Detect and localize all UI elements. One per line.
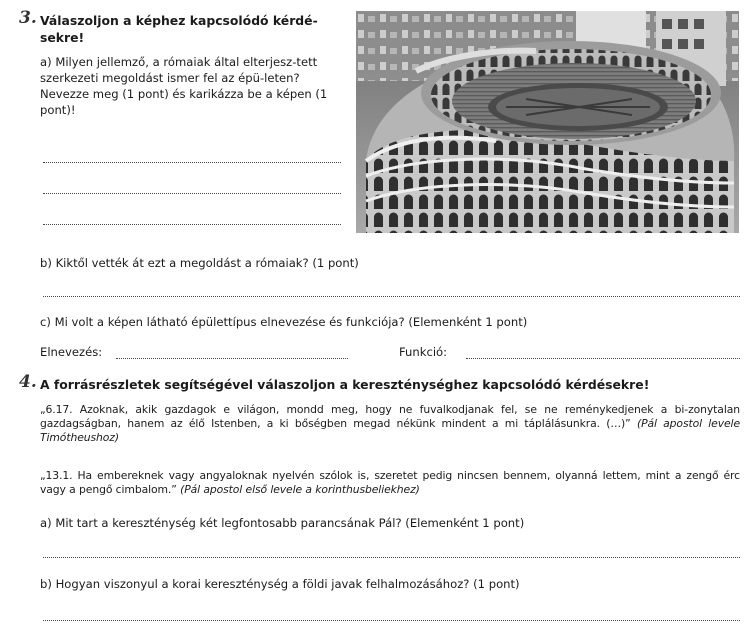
question-4a (40, 515, 524, 531)
question-4-number: 4. (19, 372, 37, 392)
question-4a-text: Mit tart a kereszténység két legfontosabb parancsának Pál? (Elemenként 1 pont) (55, 516, 525, 530)
answer-line-4b[interactable] (43, 620, 740, 621)
question-4-title: A forrásrészletek segítségével válaszoljon a kereszténységhez kapcsolódó kérdésekre! (40, 377, 650, 392)
colosseum-photo-icon (356, 11, 739, 233)
question-4b-label: b) (40, 577, 52, 591)
answer-line-3a-2[interactable] (43, 193, 341, 194)
question-4b (40, 576, 520, 592)
question-3c-text: Mi volt a képen látható épülettípus elnevezése és funkciója? (Elemenként 1 pont) (54, 315, 528, 329)
source-quote-2 (40, 469, 740, 497)
question-3c-label: c) (40, 315, 51, 329)
name-answer-line[interactable] (116, 358, 348, 359)
question-4b-text: Hogyan viszonyul a korai kereszténység a földi javak felhalmozásához? (1 pont) (55, 577, 520, 591)
answer-line-3b[interactable] (43, 296, 740, 297)
question-4a-label: a) (40, 516, 52, 530)
question-3b-label: b) (40, 256, 52, 270)
source-quote-1-text: „6.17. Azoknak, akik gazdagok e világon, mondd meg, hogy ne fuvalkodjanak fel, se ne reménykedjenek a bi-zonytalan gazdagságban, hanem az élő Istenben, a ki bőségben megad nékünk mindent a mi táplálásunkra. (…)” (40, 403, 740, 430)
name-label: Elnevezés: (40, 345, 103, 359)
answer-line-3a-1[interactable] (43, 162, 341, 163)
answer-line-3a-3[interactable] (43, 224, 341, 225)
source-quote-2-citation: (Pál apostol első levele a korinthusbeliekhez) (180, 483, 420, 496)
function-answer-line[interactable] (466, 358, 740, 359)
source-quote-1 (40, 403, 740, 445)
question-3-number: 3. (19, 8, 37, 28)
question-3b (40, 255, 359, 271)
question-3a-text: Milyen jellemző, a rómaiak által elterjesz-tett szerkezeti megoldást ismer fel az épü-leten? Nevezze meg (1 pont) és karikázza be a képen (1 pont)! (40, 55, 328, 117)
answer-line-4a[interactable] (43, 557, 740, 558)
question-3a (40, 54, 340, 118)
question-3b-text: Kiktől vették át ezt a megoldást a rómaiak? (1 pont) (55, 256, 359, 270)
source-quote-1-citation: (Pál apostol levele Timótheushoz) (40, 417, 740, 444)
colosseum-photo[interactable] (356, 11, 739, 233)
question-3c (40, 314, 527, 330)
question-3-title: Válaszoljon a képhez kapcsolódó kérdé- sekre! (40, 13, 318, 45)
question-3a-label: a) (40, 55, 52, 69)
source-quote-2-text: „13.1. Ha embereknek vagy angyaloknak nyelvén szólok is, szeretet pedig nincsen bennem, olyanná lettem, mint a zengő érc vagy a pengő cimbalom.” (40, 469, 740, 496)
function-label: Funkció: (399, 345, 448, 359)
